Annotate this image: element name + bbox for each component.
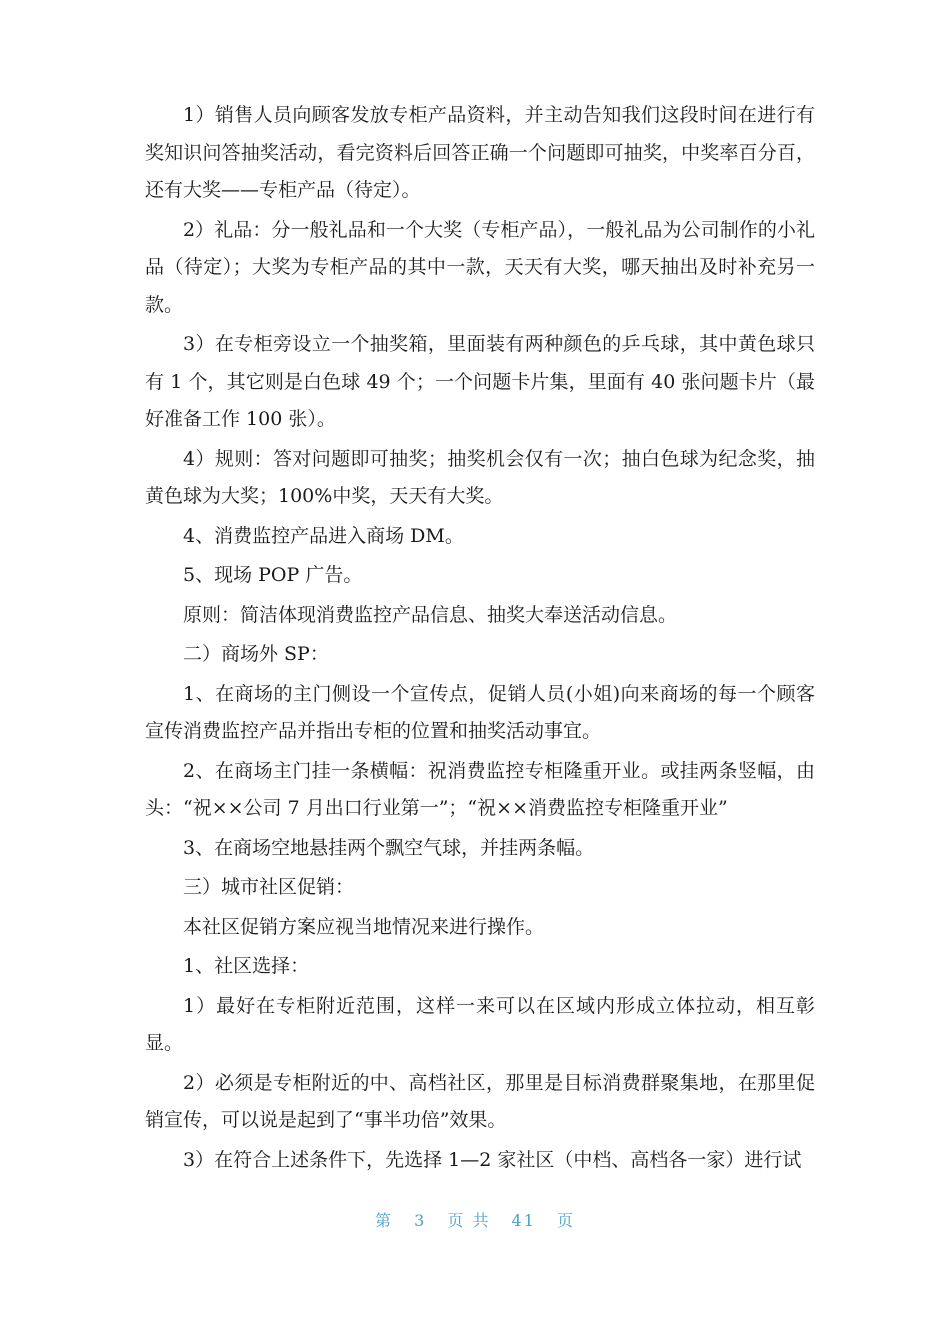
- paragraph: 4）规则：答对问题即可抽奖；抽奖机会仅有一次；抽白色球为纪念奖，抽黄色球为大奖；100%中奖，天天有大奖。: [145, 447, 815, 507]
- paragraph: 3、在商场空地悬挂两个飘空气球，并挂两条幅。: [183, 836, 595, 859]
- paragraph: 三）城市社区促销：: [183, 876, 355, 898]
- page-footer: [0, 1208, 950, 1231]
- paragraph: 1）最好在专柜附近范围，这样一来可以在区域内形成立体拉动，相互彰显。: [145, 994, 815, 1054]
- paragraph: 4、消费监控产品进入商场 DM。: [183, 524, 464, 547]
- footer-suffix: 页: [557, 1211, 576, 1230]
- paragraph: 本社区促销方案应视当地情况来进行操作。: [183, 915, 545, 938]
- paragraph: 原则：简洁体现消费监控产品信息、抽奖大奉送活动信息。: [183, 603, 678, 626]
- footer-prefix: 第: [374, 1211, 393, 1230]
- total-pages-number: 41: [511, 1211, 536, 1230]
- paragraph: 1、在商场的主门侧设一个宣传点，促销人员(小姐)向来商场的每一个顾客宣传消费监控产品并指出专柜的位置和抽奖活动事宜。: [145, 682, 815, 742]
- paragraph: 2）礼品：分一般礼品和一个大奖（专柜产品），一般礼品为公司制作的小礼品（待定）；大奖为专柜产品的其中一款，天天有大奖，哪天抽出及时补充另一款。: [145, 218, 815, 316]
- footer-middle: 页 共: [447, 1211, 491, 1230]
- paragraph: 二）商场外 SP：: [183, 643, 329, 665]
- paragraph: 5、现场 POP 广告。: [183, 564, 363, 586]
- document-body: [145, 97, 815, 1181]
- paragraph: 2）必须是专柜附近的中、高档社区，那里是目标消费群聚集地，在那里促销宣传，可以说是起到了“事半功倍”效果。: [145, 1071, 815, 1131]
- paragraph: 3）在符合上述条件下，先选择 1—2 家社区（中档、高档各一家）进行试: [183, 1148, 802, 1171]
- paragraph: 2、在商场主门挂一条横幅：祝消费监控专柜隆重开业。或挂两条竖幅，由头：“祝××公司 7 月出口行业第一”；“祝××消费监控专柜隆重开业”: [145, 759, 815, 819]
- current-page-number: 3: [414, 1211, 427, 1230]
- paragraph: 1、社区选择：: [183, 955, 310, 977]
- paragraph: 3）在专柜旁设立一个抽奖箱，里面装有两种颜色的乒乓球，其中黄色球只有 1 个，其它则是白色球 49 个；一个问题卡片集，里面有 40 张问题卡片（最好准备工作 100 张）。: [145, 333, 815, 430]
- paragraph: 1）销售人员向顾客发放专柜产品资料，并主动告知我们这段时间在进行有奖知识问答抽奖活动，看完资料后回答正确一个问题即可抽奖，中奖率百分百，还有大奖——专柜产品（待定）。: [145, 104, 815, 201]
